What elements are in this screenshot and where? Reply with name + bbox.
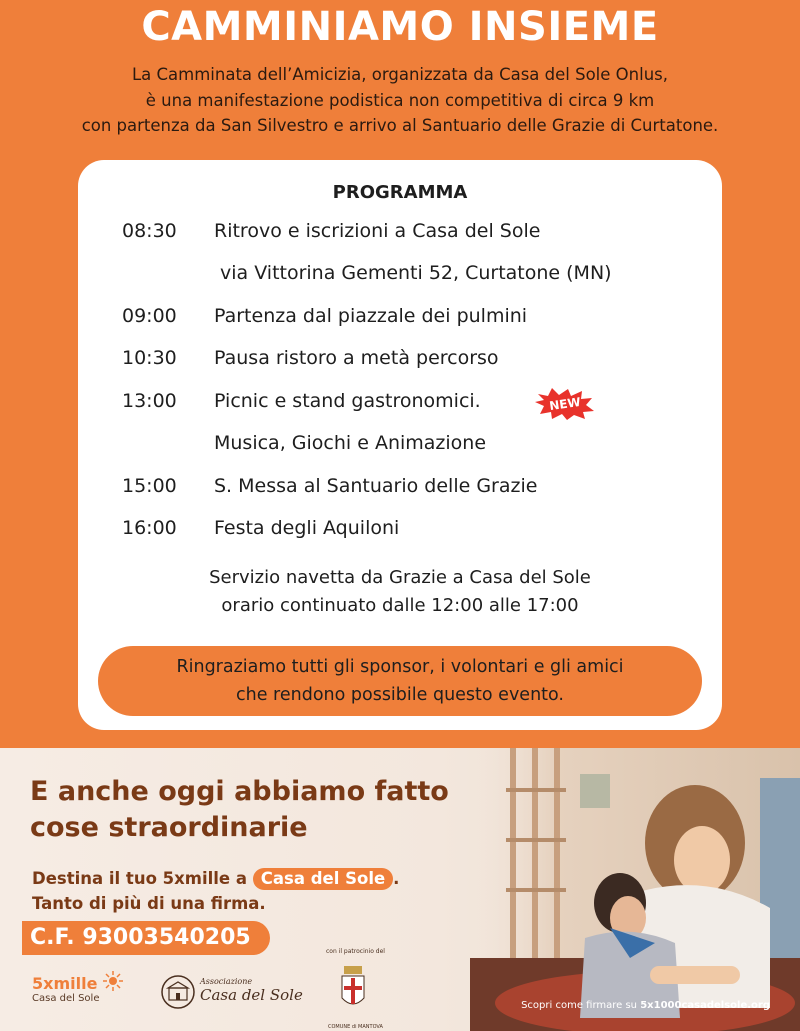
program-time: 16:00 <box>122 517 177 539</box>
program-text: Ritrovo e iscrizioni a Casa del Sole <box>214 220 541 242</box>
program-title: PROGRAMMA <box>332 182 468 203</box>
scopri-text <box>521 1000 770 1011</box>
scopri-prefix: Scopri come firmare su <box>521 1000 638 1011</box>
program-row <box>78 262 722 292</box>
building-emblem-icon <box>160 974 196 1010</box>
destina-text <box>32 866 399 916</box>
sponsor-line: che rendono possibile questo evento. <box>236 685 564 705</box>
event-title: CAMMINIAMO INSIEME <box>141 4 659 50</box>
casa-del-sole-pill: Casa del Sole <box>253 868 393 890</box>
codice-fiscale: C.F. 93003540205 <box>22 921 270 955</box>
program-row <box>78 432 722 462</box>
associazione-label: Associazione <box>200 977 253 986</box>
program-text: Pausa ristoro a metà percorso <box>214 347 499 369</box>
event-intro <box>0 62 800 139</box>
casa-del-sole-label: Casa del Sole <box>200 986 303 1004</box>
program-row <box>78 517 722 547</box>
program-row <box>78 305 722 335</box>
program-text: Festa degli Aquiloni <box>214 517 400 539</box>
destina-suffix: . <box>393 869 400 888</box>
program-time: 10:30 <box>122 347 177 369</box>
program-text: S. Messa al Santuario delle Grazie <box>214 475 538 497</box>
program-row <box>78 475 722 505</box>
intro-line: con partenza da San Silvestro e arrivo al Santuario delle Grazie di Curtatone. <box>81 116 719 135</box>
associazione-logo-text <box>200 977 303 1004</box>
sun-icon <box>102 970 124 992</box>
program-row <box>78 347 722 377</box>
intro-line: è una manifestazione podistica non competitiva di circa 9 km <box>145 90 655 110</box>
patrocinio-label: con il patrocinio del <box>326 948 385 955</box>
sponsor-line: Ringraziamo tutti gli sponsor, i volontari e gli amici <box>176 657 624 677</box>
volunteer-photo <box>470 748 800 1031</box>
program-text: Musica, Giochi e Animazione <box>214 432 487 454</box>
shuttle-info <box>78 564 722 620</box>
sponsor-thanks <box>98 646 702 716</box>
associazione-logo <box>160 974 303 1014</box>
shuttle-line: Servizio navetta da Grazie a Casa del Sole <box>209 567 591 588</box>
website-link[interactable]: 5x1000casadelsole.org <box>640 1000 770 1011</box>
program-time: 08:30 <box>122 220 177 242</box>
program-time: 09:00 <box>122 305 177 327</box>
program-card <box>78 160 722 730</box>
program-text: via Vittorina Gementi 52, Curtatone (MN) <box>220 262 612 284</box>
program-text: Partenza dal piazzale dei pulmini <box>214 305 528 327</box>
5xmille-banner <box>0 748 800 1031</box>
slogan-line: E anche oggi abbiamo fatto <box>30 776 449 807</box>
new-badge-label: NEW <box>548 394 582 414</box>
tanto-line: Tanto di più di una firma. <box>32 894 266 913</box>
comune-crest-icon <box>336 962 370 1022</box>
new-badge <box>534 386 596 420</box>
comune-label: COMUNE di MANTOVA <box>328 1024 383 1030</box>
destina-prefix: Destina il tuo 5xmille a <box>32 869 247 888</box>
5xmille-logo-title: 5xmille <box>32 974 98 993</box>
shuttle-line: orario continuato dalle 12:00 alle 17:00 <box>221 595 579 616</box>
5xmille-logo <box>32 974 99 1004</box>
program-text: Picnic e stand gastronomici. <box>214 390 481 412</box>
program-time: 15:00 <box>122 475 177 497</box>
intro-line: La Camminata dell’Amicizia, organizzata da Casa del Sole Onlus, <box>131 65 668 84</box>
program-row <box>78 390 722 420</box>
program-row <box>78 220 722 250</box>
program-time: 13:00 <box>122 390 177 412</box>
slogan-line: cose straordinarie <box>30 812 308 843</box>
5xmille-logo-sub: Casa del Sole <box>32 993 100 1004</box>
banner-slogan <box>30 774 449 846</box>
